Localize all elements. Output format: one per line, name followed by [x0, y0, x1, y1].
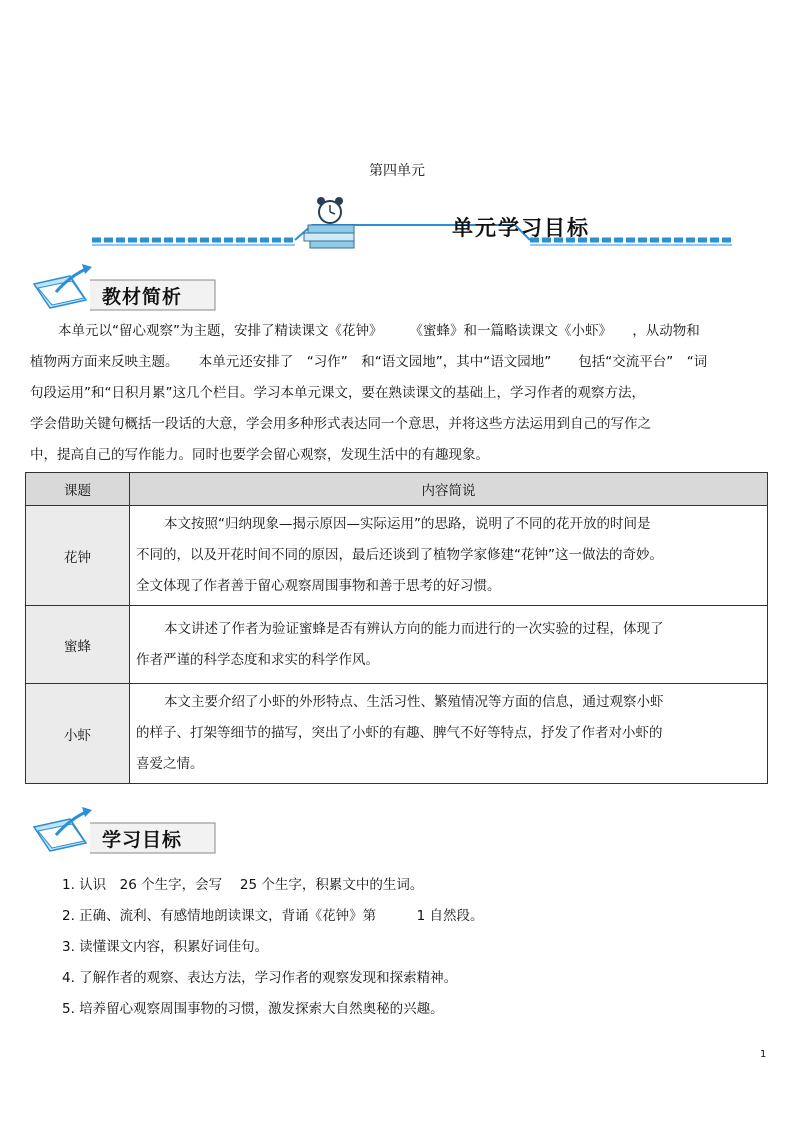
table-header-row	[26, 473, 768, 506]
summary-line: 喜爱之情。	[136, 756, 204, 772]
summary-line: 本文主要介绍了小虾的外形特点、生活习性、繁殖情况等方面的信息，通过观察小虾	[164, 694, 664, 710]
page-number: 1	[760, 1049, 767, 1060]
unit-goals-banner	[90, 195, 735, 251]
analysis-paragraph	[30, 316, 760, 471]
column-header-summary: 内容简说	[130, 473, 768, 506]
goal-item: 4. 了解作者的观察、表达方法，学习作者的观察发现和探索精神。	[62, 970, 458, 986]
lesson-title: 小虾	[26, 684, 130, 784]
lesson-summary	[130, 684, 768, 784]
column-header-title: 课题	[26, 473, 130, 506]
lesson-title: 蜜蜂	[26, 606, 130, 684]
lesson-summary	[130, 606, 768, 684]
banner-title: 单元学习目标	[452, 216, 590, 240]
summary-line: 不同的，以及开花时间不同的原因，最后还谈到了植物学家修建“花钟”这一做法的奇妙。	[136, 547, 663, 563]
analysis-line: 句段运用”和“日积月累”这几个栏目。学习本单元课文，要在熟读课文的基础上，学习作者的观察方法，	[30, 385, 645, 401]
table-row	[26, 506, 768, 606]
summary-line: 本文按照“归纳现象—揭示原因—实际运用”的思路，说明了不同的花开放的时间是	[164, 516, 651, 532]
goal-item: 1. 认识 26 个生字，会写 25 个生字，积累文中的生词。	[62, 877, 424, 893]
lessons-table	[25, 472, 768, 784]
table-row	[26, 606, 768, 684]
goal-item: 5. 培养留心观察周围事物的习惯，激发探索大自然奥秘的兴趣。	[62, 1001, 444, 1017]
summary-line: 本文讲述了作者为验证蜜蜂是否有辨认方向的能力而进行的一次实验的过程，体现了	[164, 620, 664, 637]
analysis-heading: 教材简析	[102, 286, 183, 308]
analysis-line: 植物两方面来反映主题。 本单元还安排了 “习作” 和“语文园地”，其中“语文园地” 包括“交流平台” “词	[30, 354, 708, 370]
books-clock-icon	[90, 195, 735, 251]
lesson-title: 花钟	[26, 506, 130, 606]
lesson-summary	[130, 506, 768, 606]
summary-line: 的样子、打架等细节的描写，突出了小虾的有趣、脾气不好等特点，抒发了作者对小虾的	[136, 725, 663, 741]
goals-list	[62, 870, 484, 1025]
goal-item: 3. 读懂课文内容，积累好词佳句。	[62, 939, 269, 955]
goals-heading: 学习目标	[102, 829, 183, 851]
analysis-section-header	[30, 262, 220, 317]
unit-title: 第四单元	[369, 163, 425, 179]
summary-line: 全文体现了作者善于留心观察周围事物和善于思考的好习惯。	[136, 578, 501, 594]
goals-section-header	[30, 805, 220, 860]
analysis-line: 本单元以“留心观察”为主题，安排了精读课文《花钟》 《蜜蜂》和一篇略读课文《小虾》 ，从动物和	[58, 323, 700, 339]
summary-line: 作者严谨的科学态度和求实的科学作风。	[136, 651, 379, 668]
goal-item: 2. 正确、流利、有感情地朗读课文，背诵《花钟》第 1 自然段。	[62, 908, 484, 924]
analysis-line: 中，提高自己的写作能力。同时也要学会留心观察，发现生活中的有趣现象。	[30, 447, 489, 463]
table-row	[26, 684, 768, 784]
analysis-line: 学会借助关键句概括一段话的大意，学会用多种形式表达同一个意思，并将这些方法运用到自己的写作之	[30, 416, 651, 432]
